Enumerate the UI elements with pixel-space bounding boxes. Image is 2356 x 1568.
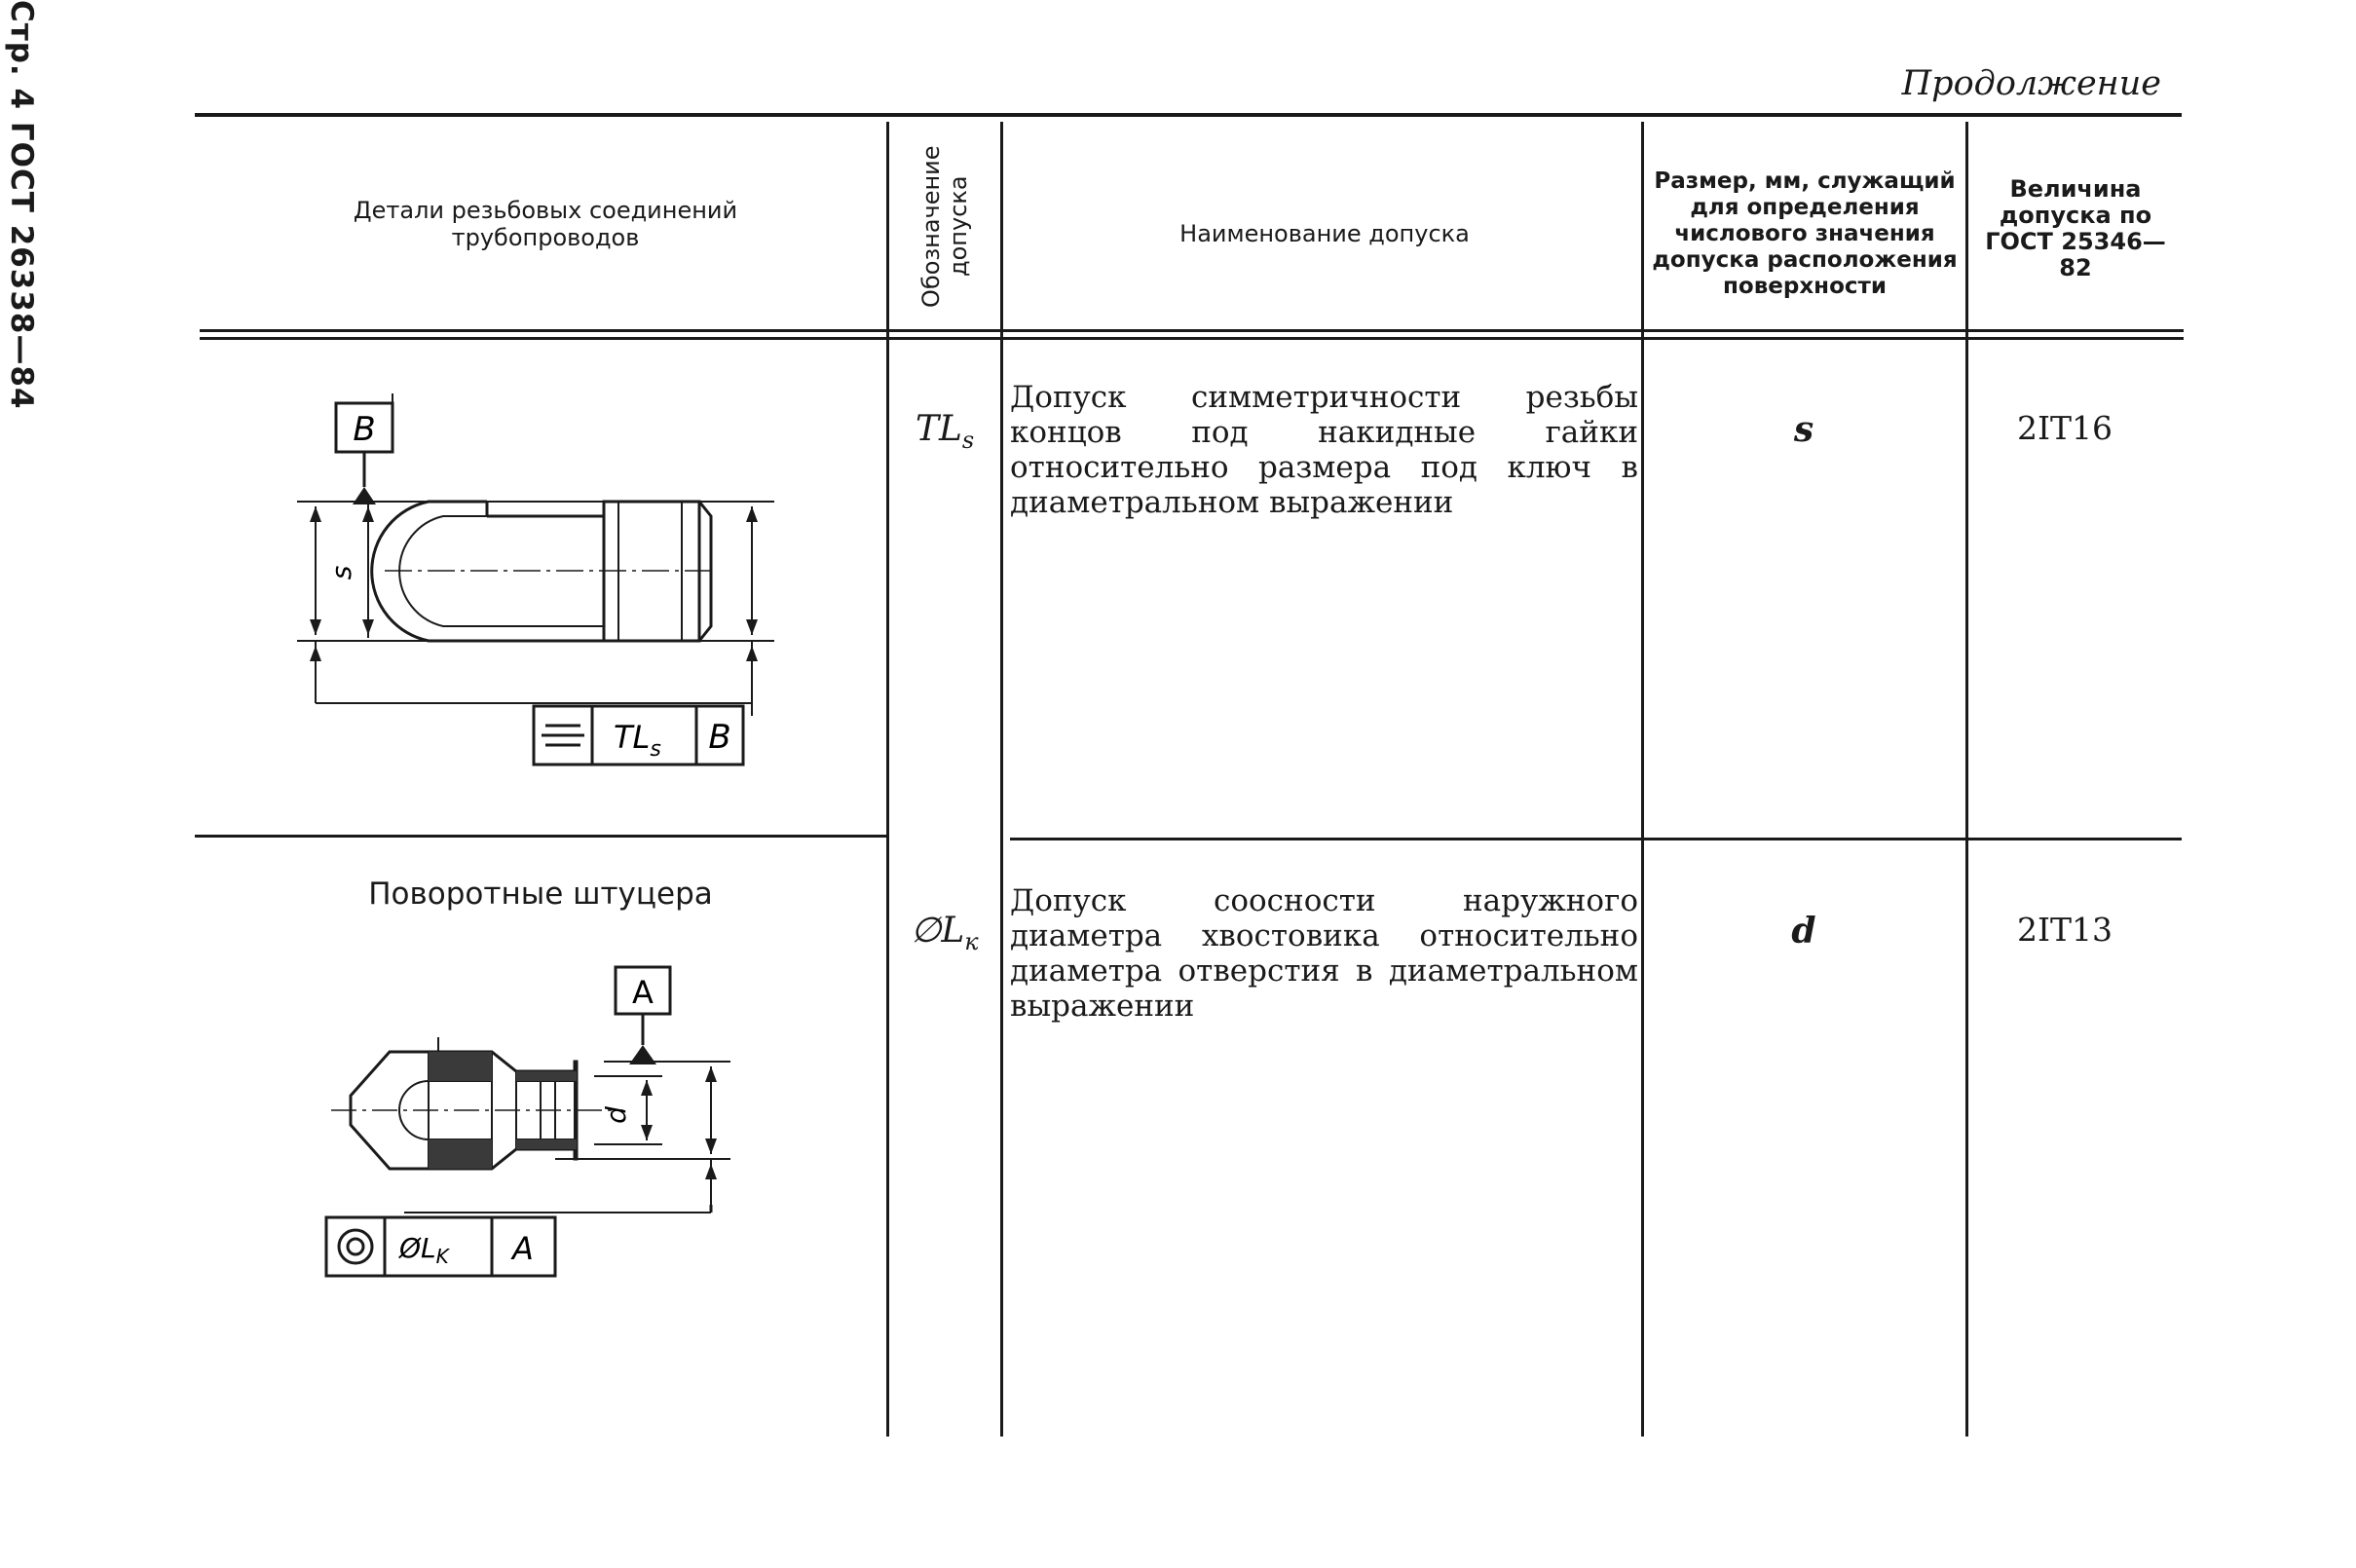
symbol-sub: к [964, 928, 979, 956]
tolerance-size: s [1793, 409, 1814, 450]
symbol-base: ∅L [911, 911, 965, 951]
row-separator-right [1010, 838, 2182, 840]
datum-letter: B [353, 410, 376, 449]
side-label-text: Стр. 4 ГОСТ 26338—84 [4, 0, 39, 410]
tolerance-description: Допуск соосности наружного диаметра хвостовика относительно диаметра отверстия в диаметральном выражении [1010, 883, 1638, 1024]
header-bottom-rule-1 [200, 329, 2184, 332]
coaxiality-icon [339, 1230, 372, 1263]
col-divider-2 [1000, 122, 1003, 1437]
frame-datum: B [708, 718, 731, 757]
frame-symbol: $ØL_K$ [399, 1232, 449, 1268]
tolerance-description: Допуск симметричности резьбы концов под накидные гайки относительно размера под ключ в диаметральном выражении [1010, 380, 1638, 520]
header-grade: Величина допуска по ГОСТ 25346—82 [1985, 175, 2166, 281]
page-side-label [0, 0, 43, 419]
col-divider-1 [886, 122, 889, 1437]
frame-datum: A [512, 1230, 534, 1267]
header-size: Размер, мм, служащий для определения числового значения допуска расположения поверхности [1652, 168, 1958, 299]
datum-triangle [353, 487, 376, 504]
symmetry-icon [542, 726, 584, 745]
tolerance-symbol [916, 409, 974, 454]
tolerance-grade: 2IT16 [2016, 409, 2113, 447]
fitting-drawing-symmetry [282, 380, 808, 779]
tolerance-symbol [911, 911, 979, 955]
header-details: Детали резьбовых соединений трубопроводов [353, 197, 738, 251]
tolerance-grade: 2IT13 [2016, 911, 2113, 949]
part-label: Поворотные штуцера [368, 877, 713, 912]
col-divider-4 [1965, 122, 1968, 1437]
frame-symbol: $TL_s$ [614, 719, 661, 762]
header-designation: Обозначение допуска [917, 145, 972, 308]
header-name: Наименование допуска [1179, 220, 1470, 247]
symbol-sub: s [961, 427, 975, 455]
dimension-label: s [325, 565, 357, 580]
continued-label: Продолжение [1901, 64, 2161, 103]
header-bottom-rule-2 [200, 337, 2184, 340]
dimension-label: d [600, 1106, 632, 1124]
col-divider-3 [1641, 122, 1644, 1437]
row-separator-left [195, 835, 886, 838]
fitting-drawing-coaxiality [321, 959, 750, 1281]
table-top-rule [195, 113, 2182, 117]
datum-letter: A [632, 974, 654, 1011]
tolerance-size: d [1791, 911, 1816, 952]
datum-triangle [629, 1045, 656, 1064]
symbol-base: TL [916, 409, 962, 449]
